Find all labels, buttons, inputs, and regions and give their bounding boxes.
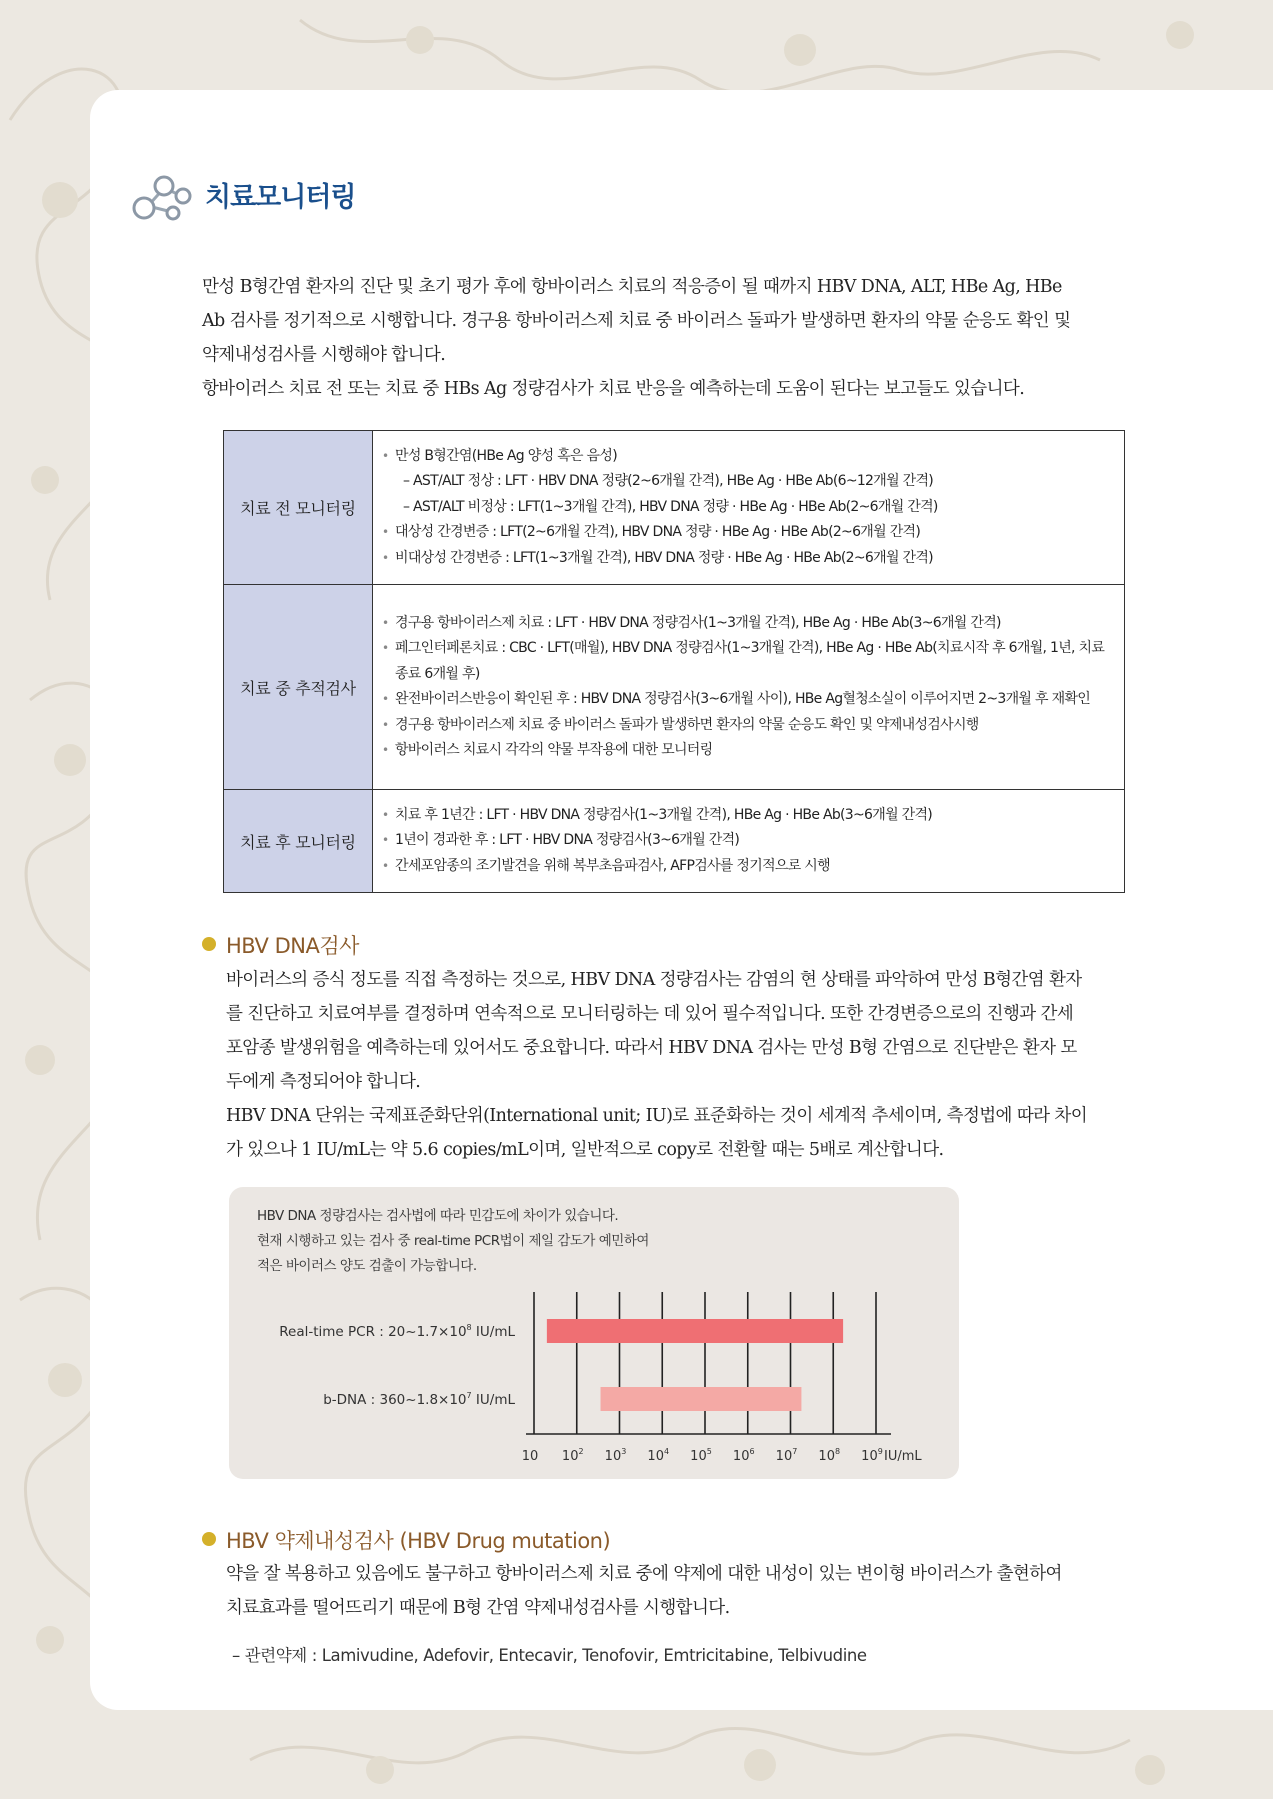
list-item: • 치료 후 1년간 : LFT · HBV DNA 정량검사(1~3개월 간격), HBe Ag · HBe Ab(3~6개월 간격)	[381, 803, 1112, 829]
row-body	[373, 790, 1125, 893]
molecule-icon	[128, 170, 196, 226]
hbv-dna-paragraph	[226, 963, 1188, 1167]
paragraph-line: 약을 잘 복용하고 있음에도 불구하고 항바이러스제 치료 중에 약제에 대한 내성이 있는 변이형 바이러스가 출현하여	[226, 1564, 1062, 1584]
paragraph-line: 치료효과를 떨어뜨리기 때문에 B형 간염 약제내성검사를 시행합니다.	[226, 1598, 730, 1618]
paragraph-line: HBV DNA 단위는 국제표준화단위(International unit; IU)로 표준화하는 것이 세계적 추세이며, 측정법에 따라 차이	[226, 1106, 1088, 1126]
drug-mutation-paragraph	[226, 1557, 1188, 1625]
intro-paragraph	[202, 270, 1187, 406]
x-tick-label: $10^9$	[861, 1447, 883, 1464]
paragraph-line: 바이러스의 증식 정도를 직접 측정하는 것으로, HBV DNA 정량검사는 감염의 현 상태를 파악하여 만성 B형간염 환자	[226, 970, 1082, 990]
list-item: • 완전바이러스반응이 확인된 후 : HBV DNA 정량검사(3~6개월 사이), HBe Ag혈청소실이 이루어지면 2~3개월 후 재확인	[381, 687, 1112, 713]
list-item: • 대상성 간경변증 : LFT(2~6개월 간격), HBV DNA 정량 · HBe Ag · HBe Ab(2~6개월 간격)	[381, 520, 1112, 546]
section-heading-text: HBV 약제내성검사 (HBV Drug mutation)	[226, 1529, 611, 1553]
related-drugs: – 관련약제 : Lamivudine, Adefovir, Entecavir, Tenofovir, Emtricitabine, Telbivudine	[232, 1646, 867, 1665]
sensitivity-chart	[229, 1187, 959, 1479]
section-heading-drug-mutation	[202, 1525, 610, 1555]
page-title: 치료모니터링	[205, 182, 356, 213]
x-axis-unit: IU/mL	[884, 1449, 922, 1464]
intro-line: 항바이러스 치료 전 또는 치료 중 HBs Ag 정량검사가 치료 반응을 예측하는데 도움이 된다는 보고들도 있습니다.	[202, 379, 1025, 399]
series-label: Real-time PCR : $20\sim 1.7\times 10^8$ IU/mL	[279, 1323, 515, 1340]
paragraph-line: 가 있으나 1 IU/mL는 약 5.6 copies/mL이며, 일반적으로 copy로 전환할 때는 5배로 계산합니다.	[226, 1140, 944, 1160]
paragraph-line: 포암종 발생위험을 예측하는데 있어서도 중요합니다. 따라서 HBV DNA 검사는 만성 B형 간염으로 진단받은 환자 모	[226, 1038, 1077, 1058]
list-item: • 경구용 항바이러스제 치료 : LFT · HBV DNA 정량검사(1~3개월 간격), HBe Ag · HBe Ab(3~6개월 간격)	[381, 611, 1112, 637]
list-subitem: – AST/ALT 비정상 : LFT(1~3개월 간격), HBV DNA 정량 · HBe Ag · HBe Ab(2~6개월 간격)	[403, 498, 938, 515]
list-item: • 비대상성 간경변증 : LFT(1~3개월 간격), HBV DNA 정량 · HBe Ag · HBe Ab(2~6개월 간격)	[381, 546, 1112, 572]
intro-line: 만성 B형간염 환자의 진단 및 초기 평가 후에 항바이러스 치료의 적응증이 될 때까지 HBV DNA, ALT, HBe Ag, HBe	[202, 277, 1062, 297]
series-label: b-DNA : $360\sim 1.8\times 10^7$ IU/mL	[323, 1391, 515, 1408]
list-subitem: – AST/ALT 정상 : LFT · HBV DNA 정량(2~6개월 간격), HBe Ag · HBe Ab(6~12개월 간격)	[403, 473, 934, 490]
row-header: 치료 전 모니터링	[224, 431, 373, 585]
range-bar	[601, 1387, 802, 1411]
list-item: • 만성 B형간염(HBe Ag 양성 혹은 음성)	[381, 444, 1112, 470]
intro-line: 약제내성검사를 시행해야 합니다.	[202, 345, 446, 365]
monitoring-table	[223, 430, 1125, 893]
row-body	[373, 431, 1125, 585]
x-tick-label: $10^6$	[732, 1447, 755, 1464]
x-tick-label: $10^8$	[818, 1447, 841, 1464]
x-tick-label: $10^3$	[604, 1447, 627, 1464]
x-tick-label: $10^2$	[561, 1447, 584, 1464]
x-tick-label: $10^5$	[690, 1447, 712, 1464]
x-tick-label: $10^4$	[647, 1447, 670, 1464]
list-item: • 페그인터페론치료 : CBC · LFT(매월), HBV DNA 정량검사(1~3개월 간격), HBe Ag · HBe Ab(치료시작 후 6개월, 1년, 치료 종료 6개월 후)	[381, 636, 1112, 687]
list-item: • 간세포암종의 조기발견을 위해 복부초음파검사, AFP검사를 정기적으로 시행	[381, 854, 1112, 880]
chart-note-line: 적은 바이러스 양도 검출이 가능합니다.	[257, 1258, 477, 1274]
table-row	[224, 431, 1125, 585]
x-tick-label: $10^7$	[775, 1447, 798, 1464]
section-heading-text: HBV DNA검사	[226, 934, 359, 958]
x-tick-label: 10	[521, 1449, 539, 1464]
row-body	[373, 585, 1125, 790]
row-header: 치료 중 추적검사	[224, 585, 373, 790]
section-bullet-icon	[202, 1532, 216, 1546]
table-row	[224, 585, 1125, 790]
section-bullet-icon	[202, 937, 216, 951]
table-row	[224, 790, 1125, 893]
list-item: • 1년이 경과한 후 : LFT · HBV DNA 정량검사(3~6개월 간격)	[381, 828, 1112, 854]
paragraph-line: 두에게 측정되어야 합니다.	[226, 1072, 421, 1092]
list-item: • 항바이러스 치료시 각각의 약물 부작용에 대한 모니터링	[381, 738, 1112, 764]
section-heading-hbv-dna	[202, 930, 359, 960]
chart-note-line: 현재 시행하고 있는 검사 중 real-time PCR법이 제일 감도가 예민하여	[257, 1233, 649, 1249]
paragraph-line: 를 진단하고 치료여부를 결정하며 연속적으로 모니터링하는 데 있어 필수적입니다. 또한 간경변증으로의 진행과 간세	[226, 1004, 1074, 1024]
intro-line: Ab 검사를 정기적으로 시행합니다. 경구용 항바이러스제 치료 중 바이러스 돌파가 발생하면 환자의 약물 순응도 확인 및	[202, 311, 1071, 331]
range-bar	[547, 1319, 843, 1343]
row-header: 치료 후 모니터링	[224, 790, 373, 893]
list-item: • 경구용 항바이러스제 치료 중 바이러스 돌파가 발생하면 환자의 약물 순응도 확인 및 약제내성검사시행	[381, 713, 1112, 739]
chart-note-line: HBV DNA 정량검사는 검사법에 따라 민감도에 차이가 있습니다.	[257, 1208, 619, 1224]
